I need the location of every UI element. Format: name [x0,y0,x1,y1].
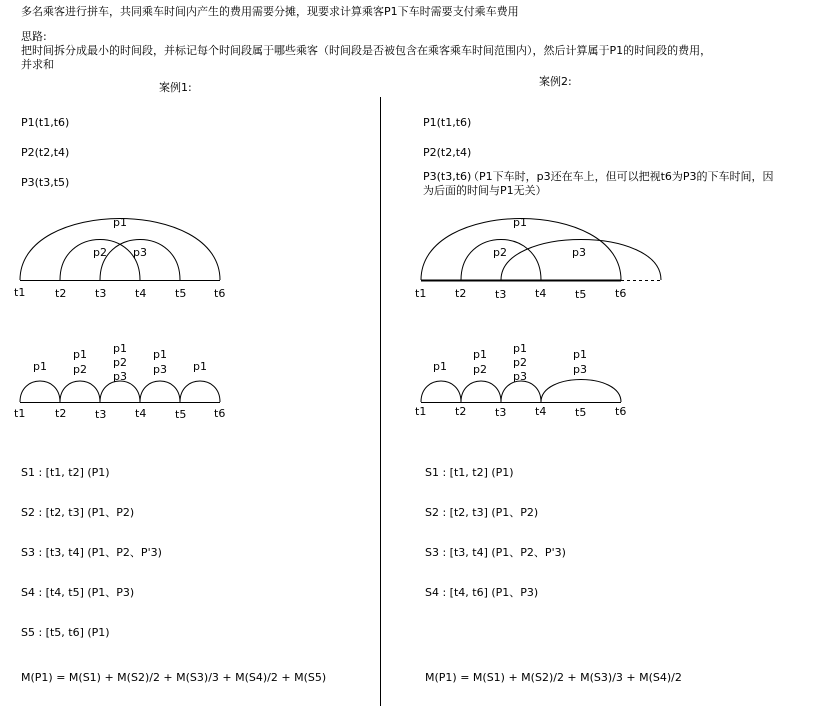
case1-seg-tick-t1: t1 [14,407,26,420]
case2-seg2-label-1: p1 [473,348,487,361]
case1-arc-label-p3: p3 [133,246,147,259]
case2-tick-t4: t4 [535,287,547,300]
case1-seg-tick-t6: t6 [214,407,226,420]
case2-seg-tick-t3: t3 [495,406,507,419]
problem-statement: 多名乘客进行拼车，共同乘车时间内产生的费用需要分摊，现要求计算乘客P1下车时需要支付乘车费用 [21,5,519,18]
case2-segment-s4: S4 : [t4, t6] (P1、P3) [425,586,539,599]
case2-segment-diagram [415,342,626,419]
case2-arc-label-p1: p1 [513,216,527,229]
case1-seg-tick-t2: t2 [55,407,67,420]
case2-tick-t6: t6 [615,287,627,300]
case2-tick-t3: t3 [495,288,507,301]
case1-formula: M(P1) = M(S1) + M(S2)/2 + M(S3)/3 + M(S4)/2 + M(S5) [21,671,327,684]
case1-segment-s2 [60,381,100,402]
case2-segment-s1 [421,381,461,402]
case1-seg2-label-2: p2 [73,363,87,376]
case2-seg-tick-t5: t5 [575,406,587,419]
case2-formula: M(P1) = M(S1) + M(S2)/2 + M(S3)/3 + M(S4)/2 [425,671,682,684]
case1-tick-t4: t4 [135,287,147,300]
case2-seg3-label-3: p3 [513,370,527,383]
case1-tick-t5: t5 [175,287,187,300]
case1-segment-diagram [14,342,225,421]
case1-passenger-p2: P2(t2,t4) [21,146,70,159]
case2-passenger-p3: P3(t3,t6) [423,170,472,183]
case1-seg3-label-2: p2 [113,356,127,369]
case2-seg-tick-t6: t6 [615,405,627,418]
case2-segment-s3 [501,381,541,402]
case1-seg2-label-1: p1 [73,348,87,361]
case1-tick-t2: t2 [55,287,67,300]
case2-seg-tick-t1: t1 [415,405,427,418]
case1-arc-label-p1: p1 [113,216,127,229]
case2-p3-note-line-1: （P1下车时，p3还在车上，但可以把视t6为P3的下车时间，因 [468,170,774,183]
case1-seg4-label-2: p3 [153,363,167,376]
case1-tick-t6: t6 [214,287,226,300]
case2-arc-label-p2: p2 [493,246,507,259]
case2-seg-tick-t4: t4 [535,405,547,418]
case1-tick-t3: t3 [95,287,107,300]
case1-seg3-label-1: p1 [113,342,127,355]
case2-seg3-label-1: p1 [513,342,527,355]
case2-tick-t2: t2 [455,287,467,300]
case1-seg3-label-3: p3 [113,370,127,383]
case2-segment-s4 [541,380,621,403]
case2-arc-label-p3: p3 [572,246,586,259]
case1-segment-s2: S2 : [t2, t3] (P1、P2) [21,506,135,519]
case1-seg1-label-1: p1 [33,360,47,373]
case2-seg1-label-1: p1 [433,360,447,373]
case2-title: 案例2: [539,75,572,88]
case2-seg3-label-2: p2 [513,356,527,369]
case1-segment-s3 [100,381,140,402]
case2-passenger-p2: P2(t2,t4) [423,146,472,159]
case1-title: 案例1: [159,81,192,94]
case2-segment-s2 [461,381,501,402]
case1-seg5-label-1: p1 [193,360,207,373]
idea-line-2: 并求和 [21,58,54,71]
case1-segment-s1 [20,381,60,402]
case1-seg4-label-1: p1 [153,348,167,361]
case1-arc-label-p2: p2 [93,246,107,259]
case1-segment-s1: S1 : [t1, t2] (P1) [21,466,110,479]
case2-segment-s3: S3 : [t3, t4] (P1、P2、P'3) [425,546,566,559]
idea-label: 思路: [21,30,47,43]
case2-segment-s1: S1 : [t1, t2] (P1) [425,466,514,479]
case2-segment-s2: S2 : [t2, t3] (P1、P2) [425,506,539,519]
case2-arc-diagram [415,216,661,301]
case1-segment-s5 [180,381,220,402]
case2-tick-t5: t5 [575,288,587,301]
case1-segment-s4: S4 : [t4, t5] (P1、P3) [21,586,135,599]
case1-seg-tick-t3: t3 [95,408,107,421]
idea-line-1: 把时间拆分成最小的时间段，并标记每个时间段属于哪些乘客（时间段是否被包含在乘客乘车时间范围内），然后计算属于P1的时间段的费用， [21,44,712,57]
case2-seg2-label-2: p2 [473,363,487,376]
case1-segment-s3: S3 : [t3, t4] (P1、P2、P'3) [21,546,162,559]
case1-seg-tick-t4: t4 [135,407,147,420]
case1-passenger-p3: P3(t3,t5) [21,176,70,189]
case2-seg4-label-1: p1 [573,348,587,361]
case1-seg-tick-t5: t5 [175,408,187,421]
case2-seg4-label-2: p3 [573,363,587,376]
case2-seg-tick-t2: t2 [455,405,467,418]
case1-tick-t1: t1 [14,286,26,299]
case2-passenger-p1: P1(t1,t6) [423,116,472,129]
case2-tick-t1: t1 [415,287,427,300]
case2-p3-note-line-2: 为后面的时间与P1无关） [423,184,547,197]
case1-segment-s4 [140,381,180,402]
case1-arc-diagram [14,216,225,300]
case1-passenger-p1: P1(t1,t6) [21,116,70,129]
case1-segment-s5: S5 : [t5, t6] (P1) [21,626,110,639]
